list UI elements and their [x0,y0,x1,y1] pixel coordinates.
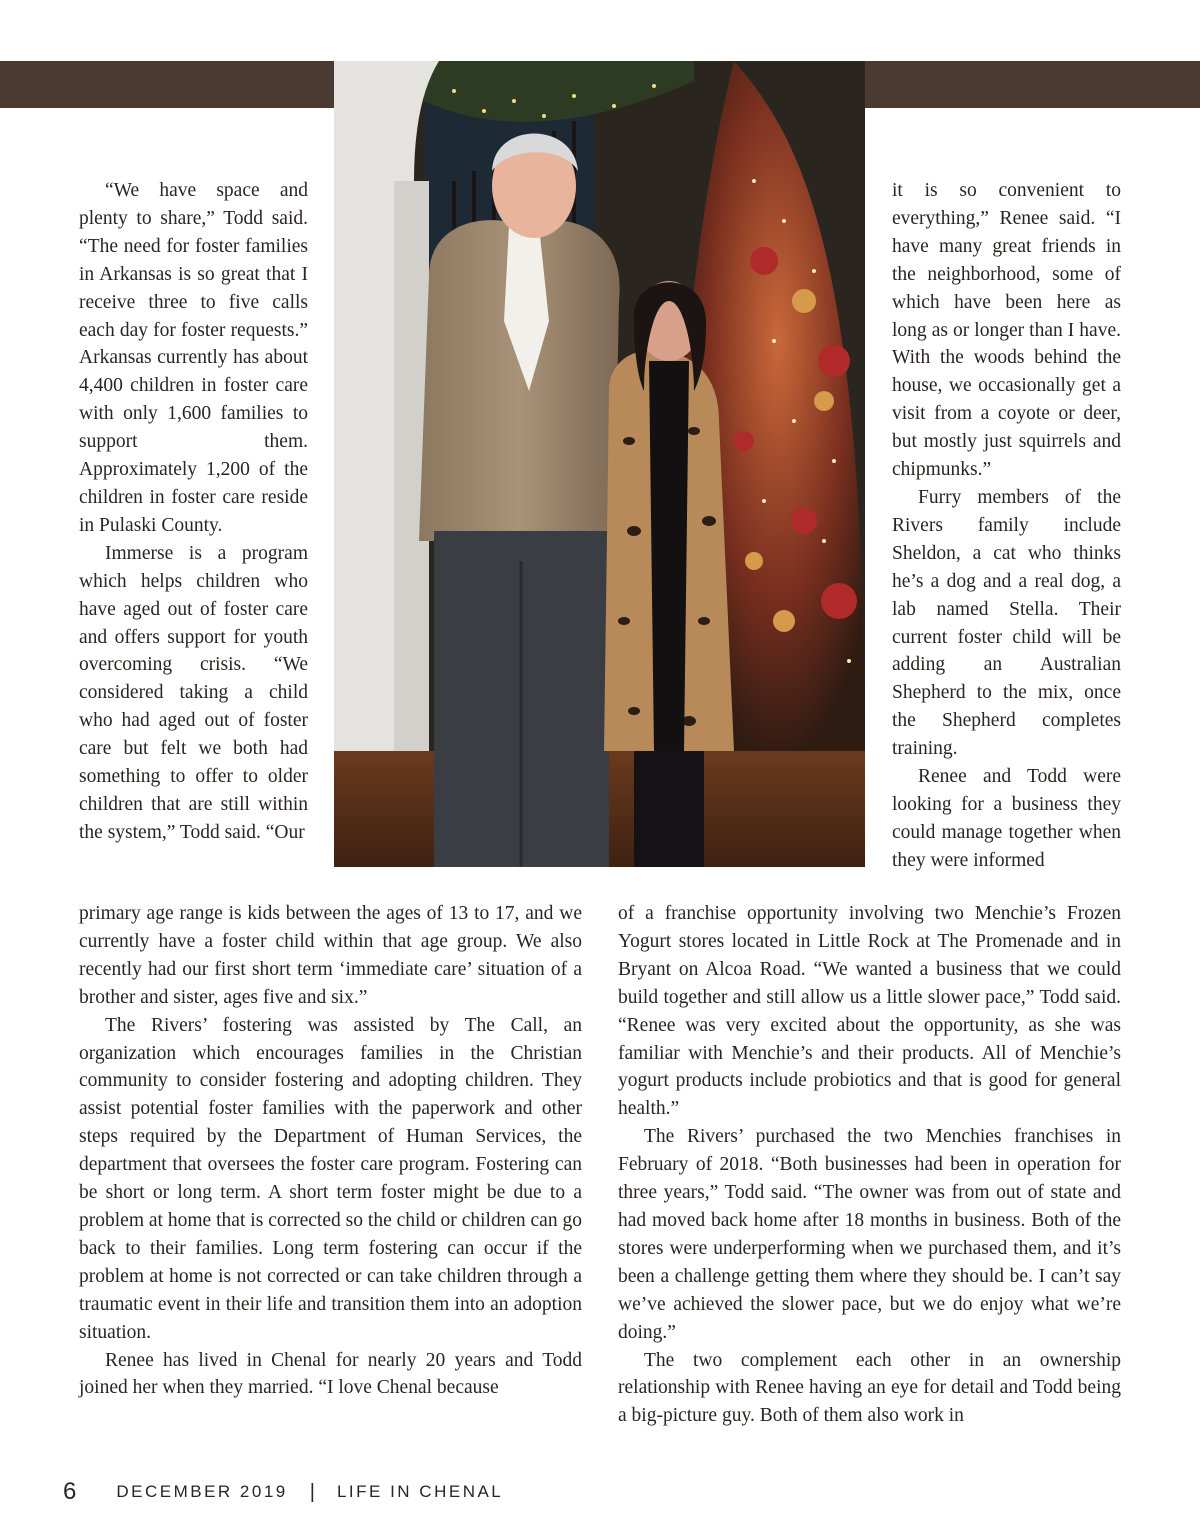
article-photo [334,61,865,867]
paragraph: Renee and Todd were looking for a business they could manage together when they were informed [892,766,1121,871]
paragraph: it is so convenient to everything,” Renee said. “I have many great friends in the neighborhood, some of which have been here as long as or longer than I have. With the woods behind the house, we occasionally get a visit from a coyote or deer, but mostly just squirrels and chipmunks.” [892,180,1121,481]
paragraph: Renee has lived in Chenal for nearly 20 years and Todd joined her when they married. “I love Chenal because [79,1349,582,1399]
issue-date: DECEMBER 2019 [116,1482,288,1501]
paragraph: Immerse is a program which helps children who have aged out of foster care and offers support for youth overcoming crisis. “We considered taking a child who had aged out of foster care but felt we both had something to offer to older children that are still within the system,” Todd said. “Our [79,542,308,843]
article-column-right-bottom [618,900,1121,1430]
paragraph: “We have space and plenty to share,” Todd said. “The need for foster families in Arkansas is so great that I receive three to five calls each day for foster requests.” Arkansas currently has about 4,400 children in foster care with only 1,600 families to support them. Approximately 1,200 of the children in foster care reside in Pulaski County. [79,180,308,536]
paragraph: The Rivers’ fostering was assisted by The Call, an organization which encourages families in the Christian community to consider fostering and adopting children. They assist potential foster families with the paperwork and other steps required by the Department of Human Services, the department that oversees the foster care program. Fostering can be short or long term. A short term foster might be due to a problem at home that is corrected so the child or children can go back to their families. Long term fostering can occur if the problem at home is not corrected or can take children through a traumatic event in their life and transition them into an adoption situation. [79,1014,582,1343]
magazine-title: LIFE IN CHENAL [336,1482,504,1501]
article-column-left-top [79,177,308,847]
paragraph: primary age range is kids between the ages of 13 to 17, and we currently have a foster child within that age group. We also recently had our first short term ‘immediate care’ situation of a brother and sister, ages five and six.” [79,903,582,1008]
paragraph: Furry members of the Rivers family include Sheldon, a cat who thinks he’s a dog and a real dog, a lab named Stella. Their current foster child will be adding an Australian Shepherd to the mix, once the Shepherd completes training. [892,486,1121,760]
page-footer [63,1477,503,1507]
footer-separator: | [309,1480,315,1503]
paragraph: of a franchise opportunity involving two Menchie’s Frozen Yogurt stores located in Little Rock at The Promenade and in Bryant on Alcoa Road. “We wanted a business that we could build together and still allow us a little slower pace,” Todd said. “Renee was very excited about the opportunity, as she was familiar with Menchie’s and their products. All of Menchie’s yogurt products include probiotics and that is good for general health.” [618,903,1121,1120]
article-column-right-top [892,177,1121,875]
page-number: 6 [63,1478,77,1505]
couple-by-christmas-tree-photo [334,61,865,867]
paragraph: The two complement each other in an ownership relationship with Renee having an eye for detail and Todd being a big-picture guy. Both of them also work in [618,1349,1121,1427]
paragraph: The Rivers’ purchased the two Menchies franchises in February of 2018. “Both businesses had been in operation for three years,” Todd said. “The owner was from out of state and had moved back home after 18 months in business. Both of the stores were underperforming when we purchased them, and it’s been a challenge getting them where they should be. I can’t say we’ve achieved the slower pace, but we do enjoy what we’re doing.” [618,1126,1121,1343]
article-column-left-bottom [79,900,582,1402]
